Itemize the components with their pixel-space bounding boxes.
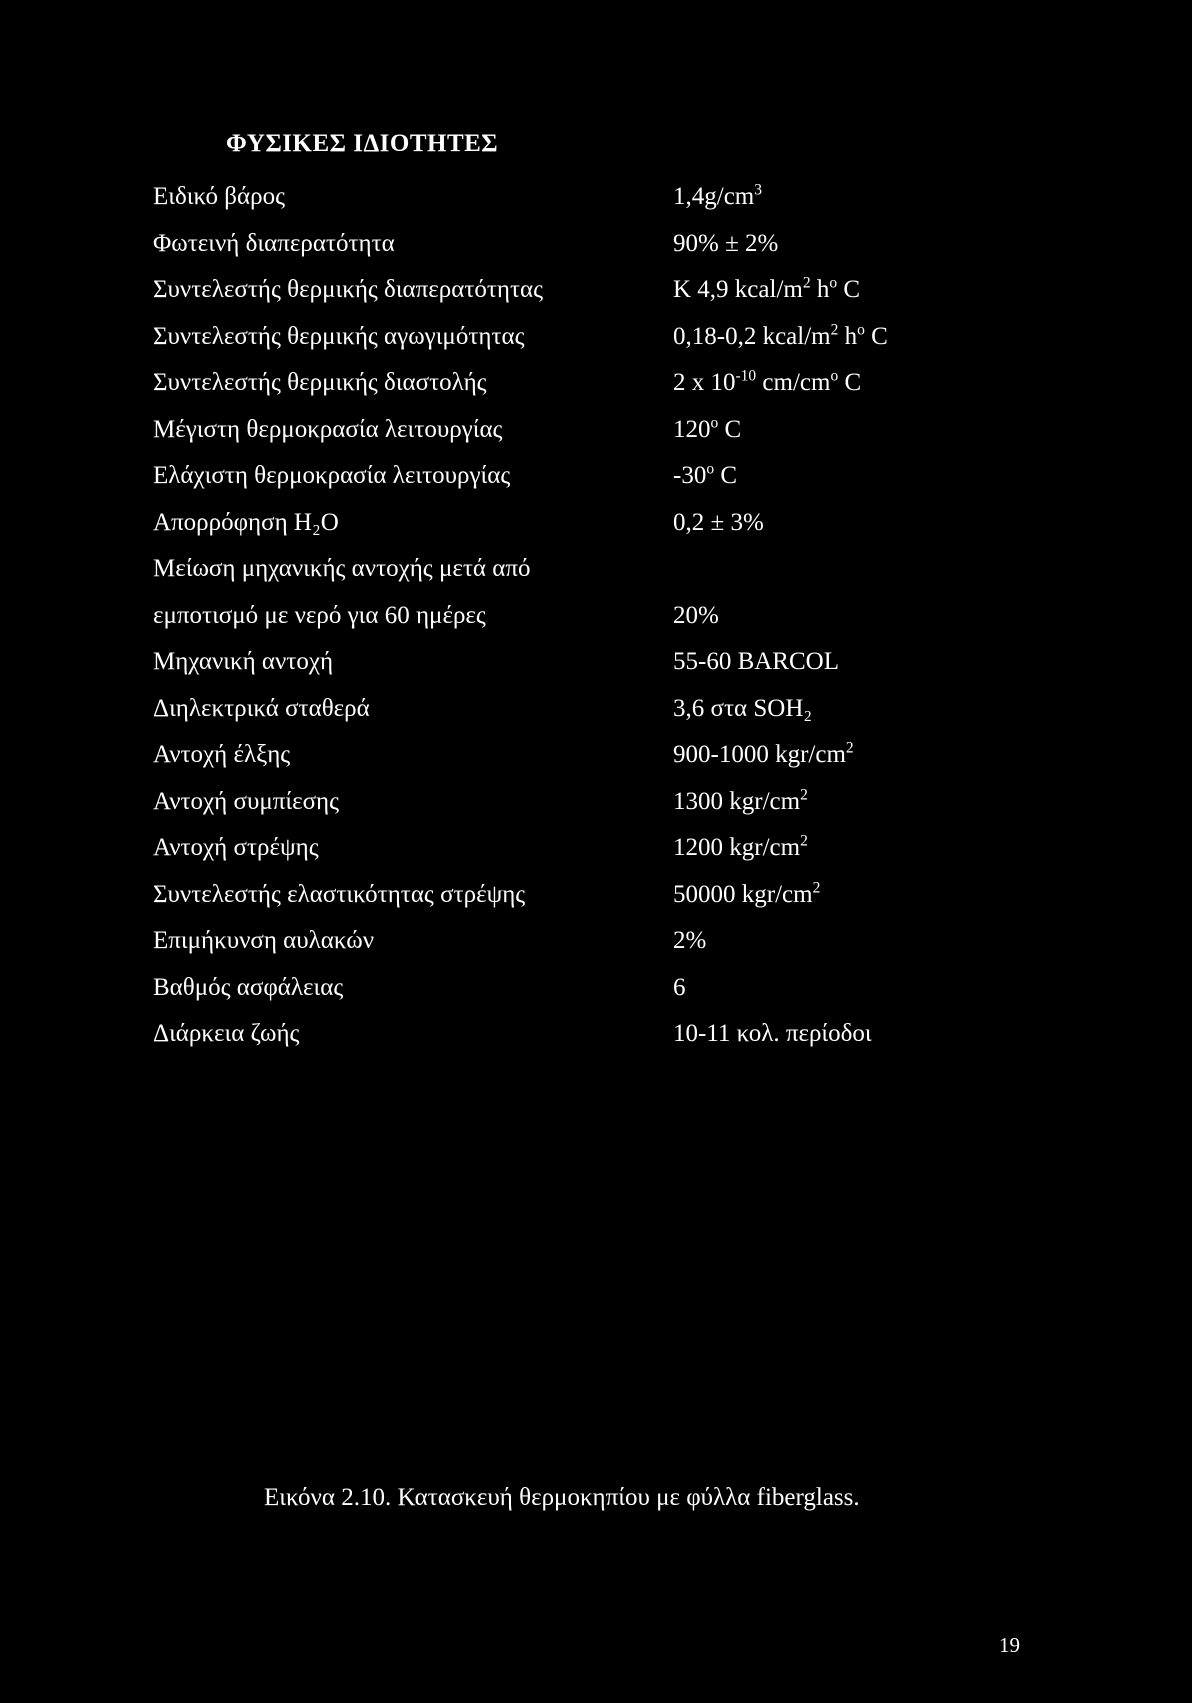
property-value: [673, 834, 1053, 862]
table-row: [153, 732, 1053, 779]
property-value: [673, 974, 1053, 1002]
table-row: [153, 221, 1053, 268]
property-value: [673, 648, 1053, 676]
table-row: [153, 918, 1053, 965]
value-superscript: o: [706, 460, 715, 478]
table-row: [153, 872, 1053, 919]
value-text: 1300 kgr/cm: [673, 787, 801, 815]
table-row: [153, 314, 1053, 361]
property-name: Μείωση μηχανικής αντοχής μετά από: [153, 555, 531, 583]
property-value: [673, 695, 1053, 723]
value-superscript: o: [830, 367, 839, 385]
property-name: Διηλεκτρικά σταθερά: [153, 694, 370, 722]
property-name: Διάρκεια ζωής: [153, 1020, 300, 1048]
value-superscript: 2: [802, 274, 811, 292]
property-value: [673, 788, 1053, 816]
table-row: [153, 639, 1053, 686]
table-row: [153, 174, 1053, 221]
value-superscript: 3: [754, 181, 762, 199]
figure-caption: Εικόνα 2.10. Κατασκευή θερμοκηπίου με φύλλα fiberglass.: [264, 1484, 860, 1511]
value-text: h: [810, 276, 830, 304]
property-name: Φωτεινή διαπερατότητα: [153, 229, 395, 257]
table-row: [153, 500, 1053, 547]
value-superscript: -10: [735, 367, 757, 385]
property-name: Αντοχή συμπίεσης: [153, 787, 340, 815]
property-name: Βαθμός ασφάλειας: [153, 973, 344, 1001]
table-row: [153, 686, 1053, 733]
table-row: [153, 965, 1053, 1012]
value-unit: C: [718, 415, 742, 443]
property-value: [673, 369, 1053, 397]
value-unit: C: [864, 322, 888, 350]
properties-table: [153, 174, 1053, 1058]
property-name: Επιμήκυνση αυλακών: [153, 927, 375, 955]
value-text: -30: [673, 462, 707, 490]
value-text: 2 x 10: [673, 369, 736, 397]
property-name: Ελάχιστη θερμοκρασία λειτουργίας: [153, 462, 511, 490]
property-name: Αντοχή έλξης: [153, 741, 291, 769]
table-row: [153, 407, 1053, 454]
value-text: 50000 kgr/cm: [673, 880, 813, 908]
value-unit: C: [837, 276, 861, 304]
value-text: 2%: [673, 927, 707, 955]
value-superscript: 2: [845, 739, 854, 757]
value-superscript: 2: [800, 832, 808, 850]
value-superscript: 2: [830, 321, 839, 339]
property-value: [673, 927, 1053, 955]
value-superscript: o: [857, 321, 865, 339]
property-name: Συντελεστής ελαστικότητας στρέψης: [153, 880, 526, 908]
property-value: [673, 183, 1053, 211]
property-value: [673, 416, 1053, 444]
value-text: 120: [673, 415, 711, 443]
property-name: Μέγιστη θερμοκρασία λειτουργίας: [153, 415, 503, 443]
table-row: [153, 267, 1053, 314]
table-row: [153, 360, 1053, 407]
value-unit: C: [714, 462, 738, 490]
property-value: [673, 462, 1053, 490]
value-text: 3,6 στα SOH₂: [673, 694, 813, 722]
value-text: h: [838, 322, 858, 350]
property-name: Συντελεστής θερμικής διαπερατότητας: [153, 276, 544, 304]
property-name: Μηχανική αντοχή: [153, 648, 334, 676]
section-heading: ΦΥΣΙΚΕΣ ΙΔΙΟΤΗΤΕΣ: [226, 130, 499, 157]
table-row: [153, 546, 1053, 593]
table-row: [153, 1011, 1053, 1058]
value-unit: C: [838, 369, 862, 397]
value-superscript: 2: [812, 879, 821, 897]
value-text: 6: [673, 973, 686, 1001]
property-value: [673, 276, 1053, 304]
value-superscript: 2: [800, 786, 808, 804]
property-value: [673, 1020, 1053, 1048]
page-number: 19: [999, 1633, 1020, 1657]
value-text: cm/cm: [756, 369, 831, 397]
value-superscript: o: [710, 414, 719, 432]
property-value: [673, 741, 1053, 769]
property-name: Αντοχή στρέψης: [153, 834, 319, 862]
value-text: 900-1000 kgr/cm: [673, 741, 846, 769]
property-value: [673, 602, 1053, 630]
value-text: 20%: [673, 601, 719, 629]
table-row: [153, 593, 1053, 640]
property-name: Απορρόφηση H₂O: [153, 508, 339, 536]
table-row: [153, 453, 1053, 500]
value-text: 90% ± 2%: [673, 229, 779, 257]
value-text: K 4,9 kcal/m: [673, 276, 803, 304]
property-name: Ειδικό βάρος: [153, 183, 285, 211]
table-row: [153, 779, 1053, 826]
value-text: 0,2 ± 3%: [673, 508, 764, 536]
table-row: [153, 825, 1053, 872]
property-value: [673, 323, 1053, 351]
property-value: [673, 509, 1053, 537]
property-name: Συντελεστής θερμικής διαστολής: [153, 369, 487, 397]
value-text: 10-11 κολ. περίοδοι: [673, 1020, 872, 1048]
property-name: εμποτισμό με νερό για 60 ημέρες: [153, 601, 486, 629]
value-text: 55-60 BARCOL: [673, 648, 839, 676]
property-name: Συντελεστής θερμικής αγωγιμότητας: [153, 322, 525, 350]
property-value: [673, 230, 1053, 258]
value-text: 0,18-0,2 kcal/m: [673, 322, 831, 350]
value-superscript: o: [829, 274, 838, 292]
property-value: [673, 881, 1053, 909]
value-text: 1,4g/cm: [673, 183, 755, 211]
value-text: 1200 kgr/cm: [673, 834, 801, 862]
